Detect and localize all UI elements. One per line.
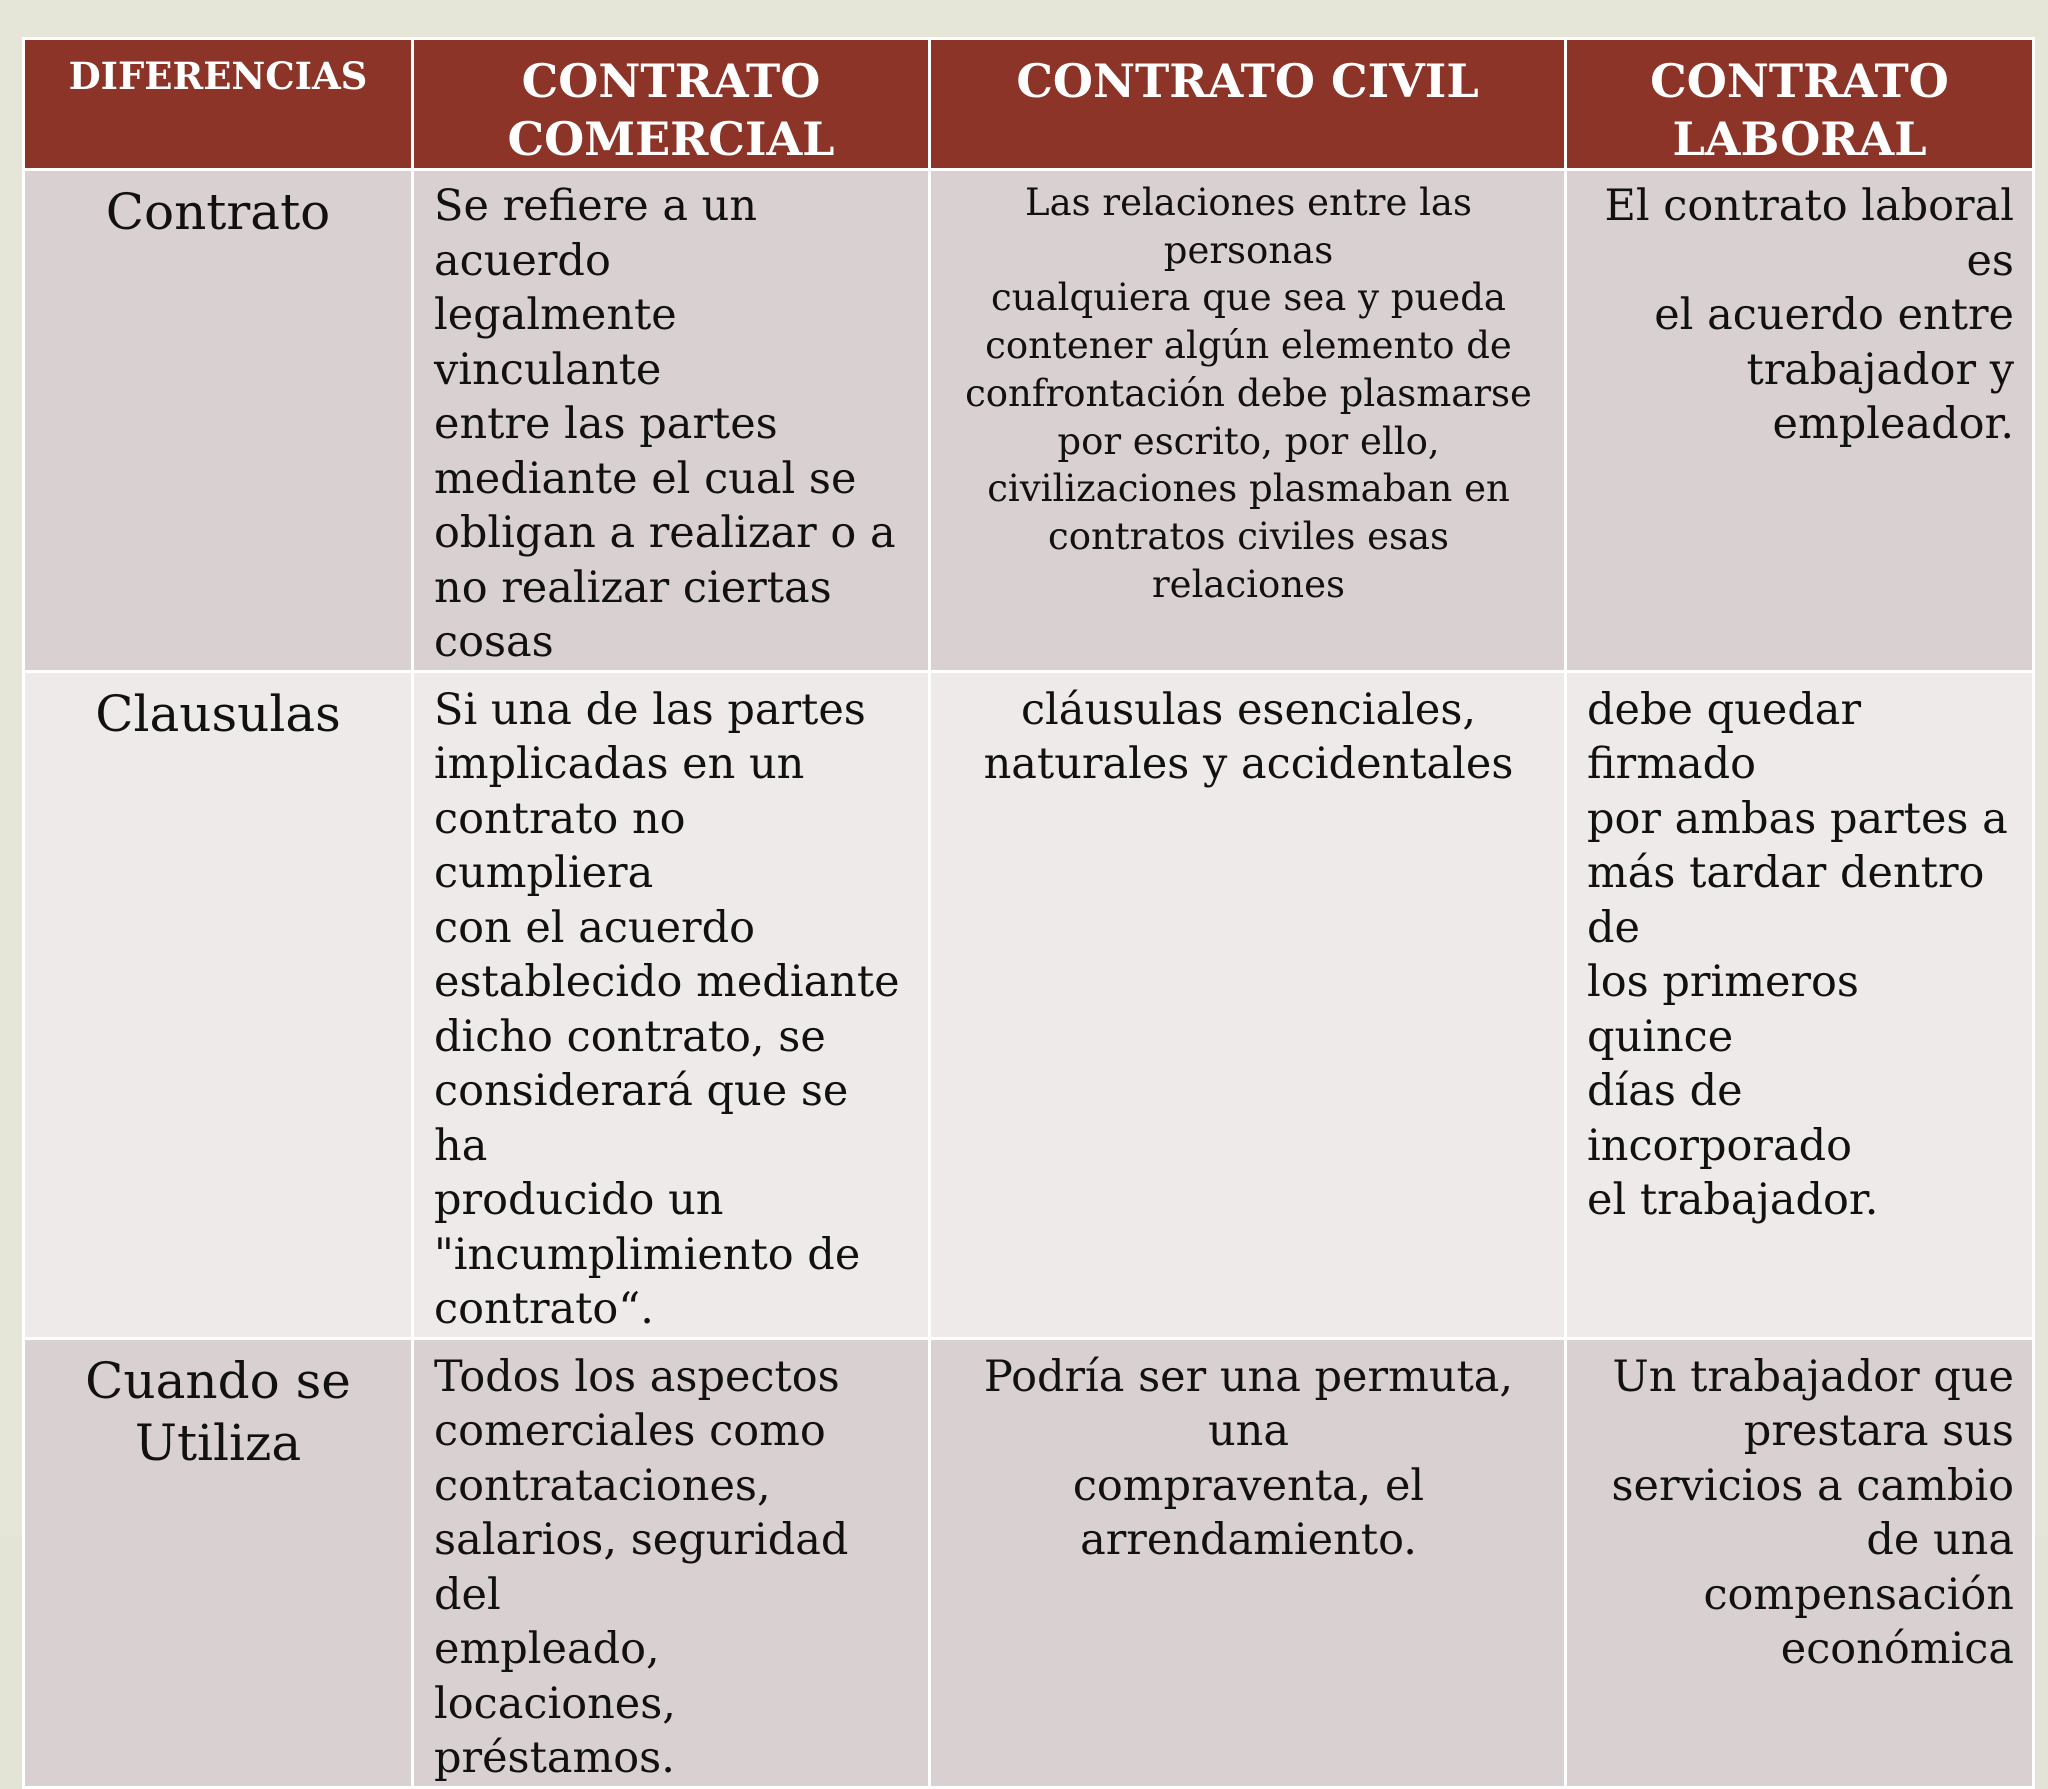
cell-contrato-civil: Las relaciones entre las personas cualquiera que sea y pueda contener algún elemento de confrontación debe plasmarse por escrito, por ello, civilizaciones plasmaban en contratos civiles esas relaciones [930, 170, 1566, 672]
cell-utiliza-comercial: Todos los aspectos comerciales como contrataciones, salarios, seguridad del empleado, locaciones, préstamos. [413, 1338, 930, 1787]
row-label-cuando-se-utiliza: Cuando se Utiliza [24, 1338, 413, 1787]
cell-clausulas-civil: cláusulas esenciales, naturales y accidentales [930, 671, 1566, 1338]
cell-contrato-comercial: Se refiere a un acuerdo legalmente vinculante entre las partes mediante el cual se obligan a realizar o a no realizar ciertas cosas [413, 170, 930, 672]
header-row [24, 39, 2034, 170]
cell-utiliza-laboral: Un trabajador que prestara sus servicios a cambio de una compensación económica [1566, 1338, 2034, 1787]
comparison-table [22, 37, 2035, 1789]
row-label-contrato: Contrato [24, 170, 413, 672]
header-contrato-comercial: CONTRATO COMERCIAL [413, 39, 930, 170]
cell-contrato-laboral: El contrato laboral es el acuerdo entre trabajador y empleador. [1566, 170, 2034, 672]
cell-utiliza-civil: Podría ser una permuta, una compraventa, el arrendamiento. [930, 1338, 1566, 1787]
header-contrato-civil: CONTRATO CIVIL [930, 39, 1566, 170]
header-diferencias: DIFERENCIAS [24, 39, 413, 170]
header-contrato-laboral: CONTRATO LABORAL [1566, 39, 2034, 170]
row-label-clausulas: Clausulas [24, 671, 413, 1338]
cell-clausulas-laboral: debe quedar firmado por ambas partes a más tardar dentro de los primeros quince días de incorporado el trabajador. [1566, 671, 2034, 1338]
table-row [24, 170, 2034, 672]
table-row [24, 671, 2034, 1338]
cell-clausulas-comercial: Si una de las partes implicadas en un contrato no cumpliera con el acuerdo establecido mediante dicho contrato, se considerará que se ha producido un "incumplimiento de contrato“. [413, 671, 930, 1338]
table-row [24, 1338, 2034, 1787]
